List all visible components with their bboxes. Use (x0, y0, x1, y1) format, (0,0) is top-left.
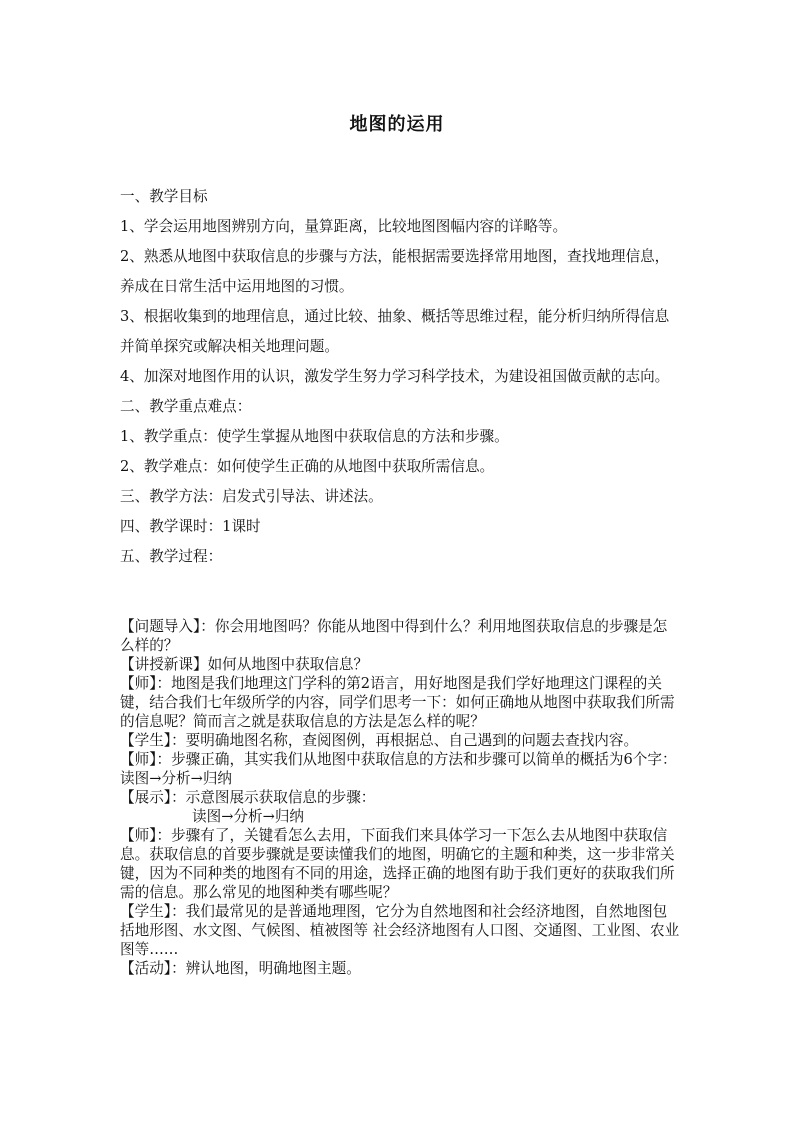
process-paragraph: 【师】：地图是我们地理这门学科的第2语言，用好地图是我们学好地理这门课程的关键，结合我们七年级所学的内容，同学们思考一下：如何正确地从地图中获取我们所需的信息呢？简而言之就是获取信息的方法是怎么样的呢？ (120, 675, 675, 730)
process-paragraph: 【讲授新课】如何从地图中获取信息？ (120, 656, 369, 673)
objectives-section (120, 182, 680, 572)
process-paragraph: 【师】：步骤正确，其实我们从地图中获取信息的方法和步骤可以简单的概括为6个字： 读图→分析→归纳 (120, 751, 677, 787)
objectives-heading: 一、教学目标 (120, 188, 208, 205)
steps-diagram-text: 读图→分析→归纳 (192, 808, 305, 825)
objective-item: 1、学会运用地图辨别方向，量算距离，比较地图图幅内容的详略等。 (120, 218, 568, 235)
method-line: 三、教学方法：启发式引导法、讲述法。 (120, 488, 383, 505)
key-point-item: 1、教学重点：使学生掌握从地图中获取信息的方法和步骤。 (120, 428, 509, 445)
process-heading: 五、教学过程： (120, 548, 223, 565)
objective-item: 2、熟悉从地图中获取信息的步骤与方法，能根据需要选择常用地图，查找地理信息，养成在日常生活中运用地图的习惯。 (120, 248, 670, 295)
process-paragraph: 【学生】：我们最常见的是普通地理图，它分为自然地图和社会经济地图，自然地图包括地形图、水文图、气候图、植被图等 社会经济地图有人口图、交通图、工业图、农业图等…… (120, 903, 680, 958)
process-paragraph: 【师】：步骤有了，关键看怎么去用，下面我们来具体学习一下怎么去从地图中获取信息。获取信息的首要步骤就是要读懂我们的地图，明确它的主题和种类，这一步非常关键，因为不同种类的地图有不同的用途，选择正确的地图有助于我们更好的获取我们所需的信息。那么常见的地图种类有哪些呢？ (120, 827, 675, 901)
key-point-item: 2、教学难点：如何使学生正确的从地图中获取所需信息。 (120, 458, 495, 475)
process-paragraph: 【展示】：示意图展示获取信息的步骤： (120, 789, 376, 806)
document-title: 地图的运用 (349, 114, 445, 135)
objective-item: 4、加深对地图作用的认识，激发学生努力学习科学技术，为建设祖国做贡献的志向。 (120, 368, 670, 385)
process-section (120, 617, 680, 978)
process-paragraph: 【问题导入】：你会用地图吗？你能从地图中得到什么？利用地图获取信息的步骤是怎么样的？ (120, 618, 668, 654)
objective-item: 3、根据收集到的地理信息，通过比较、抽象、概括等思维过程，能分析归纳所得信息并简单探究或解决相关地理问题。 (120, 308, 670, 355)
process-paragraph: 【活动】：辨认地图，明确地图主题。 (120, 960, 361, 977)
hours-line: 四、教学课时：1课时 (120, 518, 261, 535)
process-paragraph: 【学生】：要明确地图名称，查阅图例，再根据总、自己遇到的问题去查找内容。 (120, 732, 639, 749)
key-points-heading: 二、教学重点难点： (120, 398, 252, 415)
